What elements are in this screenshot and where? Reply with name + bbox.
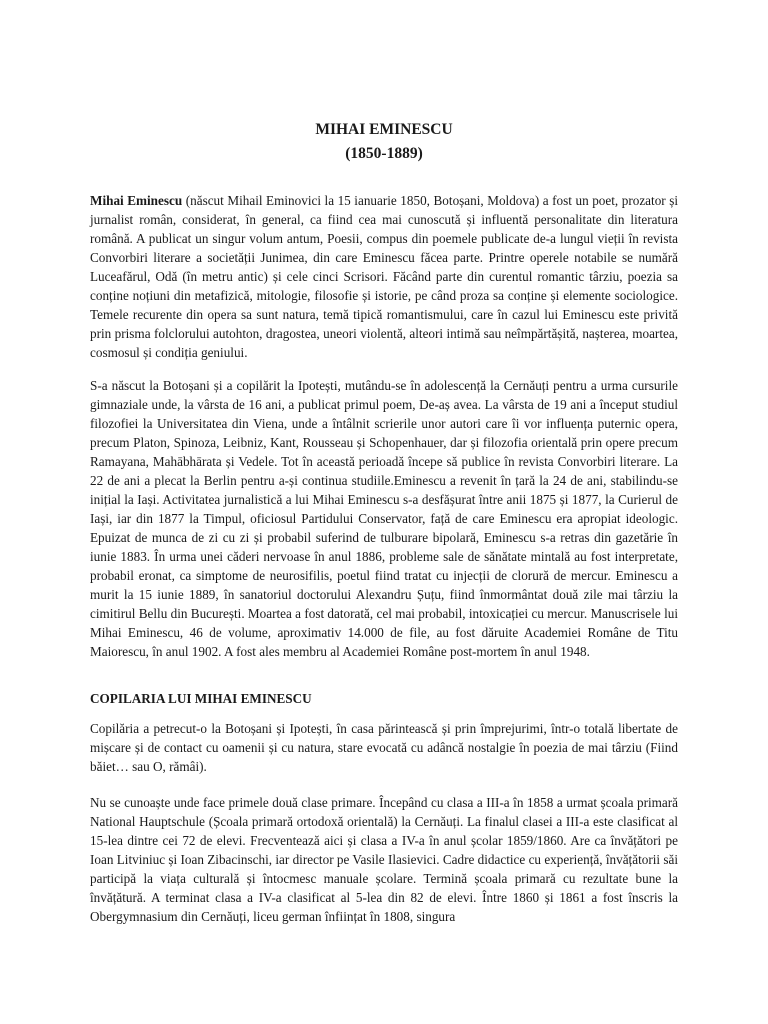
section-heading: COPILARIA LUI MIHAI EMINESCU <box>90 691 312 706</box>
schooling-paragraph: Nu se cunoaște unde face primele două clase primare. Începând cu clasa a III-a în 1858 a urmat școala primară National Hauptschule (Școala primară ortodoxă orientală) la Cernăuți. La finalul clasei a III-a este clasificat al 15-lea dintre cei 72 de elevi. Frecventează aici și clasa a IV-a în anul școlar 1859/1860. Are ca învățători pe Ioan Litviniuc și Ioan Zibacinschi, iar director pe Vasile Ilasievici. Cadre didactice cu experiență, învățătorii săi participă la viața culturală și întocmesc manuale școlare. Termină școala primară cu rezultate bune la învățătură. A terminat clasa a IV-a clasificat al 5-lea din 82 de elevi. Între 1860 și 1861 a fost înscris la Obergymnasium din Cernăuți, liceu german înființat în 1808, singura <box>90 795 678 924</box>
intro-lead-name: Mihai Eminescu <box>90 193 183 208</box>
document-title: MIHAI EMINESCU <box>315 121 453 138</box>
document-dates: (1850-1889) <box>345 145 423 162</box>
biography-paragraph: S-a născut la Botoșani și a copilărit la Ipotești, mutându-se în adolescență la Cernăuți pentru a urma cursurile gimnaziale unde, la vârsta de 16 ani, a publicat primul poem, De-aș avea. La vârsta de 19 ani a început studiul filozofiei la Universitatea din Viena, unde a întâlnit scrierile unor autori care îi vor influența puternic opera, precum Platon, Spinoza, Leibniz, Kant, Rousseau și Schopenhauer, dar și filozofia orientală prin opere precum Ramayana, Mahābhārata și Vedele. Tot în această perioadă începe să publice în revista Convorbiri literare. La 22 de ani a plecat la Berlin pentru a-și continua studiile.Eminescu a revenit în țară la 24 de ani, stabilindu-se inițial la Iași. Activitatea jurnalistică a lui Mihai Eminescu s-a desfășurat între anii 1875 și 1877, la Curierul de Iași, iar din 1877 la Timpul, oficiosul Partidului Conservator, față de care Eminescu era apropiat ideologic. Epuizat de munca de zi cu zi și probabil suferind de tulburare bipolară, Eminescu s-a retras din gazetărie în iunie 1883. În urma unei căderi nervoase în anul 1886, probleme sale de sănătate mintală au fost interpretate, probabil eronat, ca simptome de neurosifilis, poetul fiind tratat cu injecții de clorură de mercur. Eminescu a murit la 15 iunie 1889, în sanatoriul doctorului Alexandru Șuțu, fiind înmormântat două zile mai târziu la cimitirul Bellu din București. Moartea a fost datorată, cel mai probabil, intoxicației cu mercur. Manuscrisele lui Mihai Eminescu, 46 de volume, aproximativ 14.000 de file, au fost dăruite Academiei Române de Titu Maiorescu, în anul 1902. A fost ales membru al Academiei Române post-mortem în anul 1948. <box>90 378 678 659</box>
childhood-paragraph: Copilăria a petrecut-o la Botoșani și Ipotești, în casa părintească și prin împrejurimi, într-o totală libertate de mișcare și de contact cu oamenii și cu natura, stare evocată cu adâncă nostalgie în poezia de mai târziu (Fiind băiet… sau O, rămâi). <box>90 721 678 774</box>
intro-text: (născut Mihail Eminovici la 15 ianuarie 1850, Botoșani, Moldova) a fost un poet, prozator și jurnalist român, considerat, în general, ca fiind cea mai cunoscută și influentă personalitate din literatura română. A publicat un singur volum antum, Poesii, compus din poemele publicate de-a lungul vieții în revista Convorbiri literare a societății Junimea, din care Eminescu făcea parte. Printre operele notabile se numără Luceafărul, Odă (în metru antic) și cele cinci Scrisori. Făcând parte din curentul romantic târziu, poezia sa conține noțiuni din metafizică, mitologie, filosofie și istorie, pe când proza sa conține și elemente sociologice. Temele recurente din opera sa sunt natura, temă tipică romantismului, care în cazul lui Eminescu este privită prin prisma folclorului autohton, dragostea, uneori violentă, alteori intimă sau neîmpărtășită, nașterea, moartea, cosmosul și condiția geniului. <box>90 193 679 360</box>
intro-paragraph <box>90 191 678 362</box>
title-block <box>90 118 678 166</box>
